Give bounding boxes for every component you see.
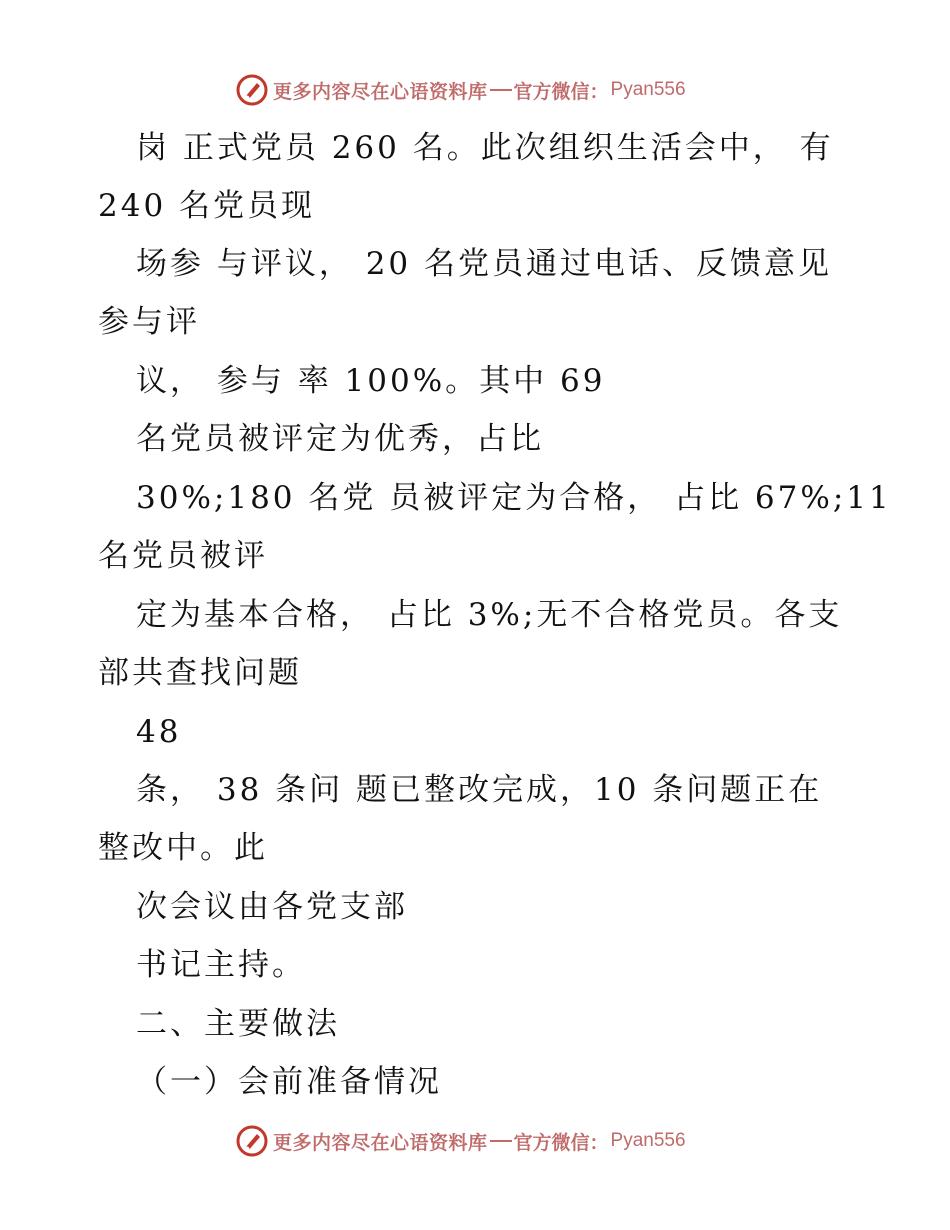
header-watermark (235, 73, 686, 107)
watermark-text: 更多内容尽在心语资料库 (273, 80, 488, 103)
pen-nib-logo-icon (235, 1124, 269, 1158)
subsection-heading: （一）会前准备情况 (136, 1064, 442, 1100)
body-line: 参与评 (98, 304, 200, 340)
body-line: 书记主持。 (136, 947, 306, 983)
watermark-handle: Pyan556 (610, 79, 686, 100)
pen-nib-logo-icon (235, 73, 269, 107)
watermark-dash (490, 1140, 512, 1142)
watermark-label: 官方微信： (513, 80, 609, 103)
body-line: 部共查找问题 (98, 655, 302, 691)
body-line: 定为基本合格， 占比 3%;无不合格党员。各支 (136, 597, 843, 633)
body-line: 次会议由各党支部 (136, 889, 408, 925)
body-line: 条， 38 条问 题已整改完成，10 条问题正在 (136, 772, 823, 808)
body-line: 整改中。此 (98, 830, 268, 866)
body-line: 场参 与评议， 20 名党员通过电话、反馈意见 (136, 246, 833, 282)
watermark-text: 更多内容尽在心语资料库 (273, 1131, 488, 1154)
body-line: 30%;180 名党 员被评定为合格， 占比 67%;11 (136, 480, 892, 516)
body-line: 岗 正式党员 260 名。此次组织生活会中， 有 (136, 130, 834, 166)
body-line: 240 名党员现 (98, 188, 316, 224)
section-heading: 二、主要做法 (136, 1006, 340, 1042)
body-line: 议， 参与 率 100%。其中 69 (136, 363, 606, 399)
body-line: 48 (136, 714, 182, 750)
watermark-handle: Pyan556 (610, 1130, 686, 1151)
body-line: 名党员被评 (98, 538, 268, 574)
footer-watermark (235, 1124, 686, 1158)
body-line: 名党员被评定为优秀，占比 (136, 421, 544, 457)
watermark-label: 官方微信： (513, 1131, 609, 1154)
watermark-dash (490, 89, 512, 91)
